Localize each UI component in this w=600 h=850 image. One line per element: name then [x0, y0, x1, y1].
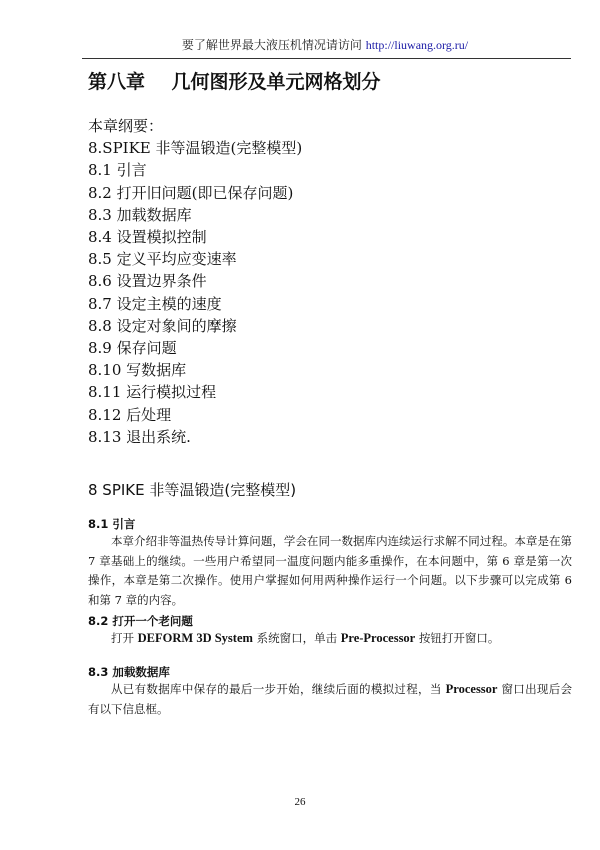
- outline-item: 8.7 设定主模的速度: [88, 294, 222, 313]
- header-rule: [82, 58, 571, 59]
- outline-item: 8.6 设置边界条件: [88, 272, 207, 291]
- header-url-link[interactable]: http://liuwang.org.ru/: [365, 38, 469, 52]
- outline-item: 8.2 打开旧问题(即已保存问题): [88, 183, 294, 202]
- subsection-paragraph: [88, 629, 572, 649]
- subsection-paragraph: 本章介绍非等温热传导计算问题，学会在同一数据库内连续运行求解不同过程。本章是在第 7 章基础上的继续。一些用户希望同一温度问题内能多重操作，在本问题中，第 6 章是第一次操作，本章是第二次操作。使用户掌握如何用两种操作运行一个问题。以下步骤可以完成第 6 和第 7 章的内容。: [88, 534, 572, 607]
- outline-item: 8.9 保存问题: [88, 339, 177, 358]
- section-title: 8 SPIKE 非等温锻造(完整模型): [88, 481, 297, 499]
- outline-item: 8.11 运行模拟过程: [88, 383, 217, 402]
- outline-item: 8.8 设定对象间的摩擦: [88, 316, 237, 335]
- outline-item: 8.13 退出系统.: [88, 427, 191, 446]
- subsection-paragraph: [88, 680, 572, 719]
- outline-item: 8.1 引言: [88, 161, 147, 180]
- outline-item: 8.4 设置模拟控制: [88, 228, 207, 247]
- para-bold-term: Processor: [445, 682, 498, 696]
- chapter-title: [88, 68, 381, 96]
- para-bold-term: DEFORM 3D System: [137, 631, 253, 645]
- para-text: 窗口出现后会有以下信息框。: [88, 682, 572, 716]
- subsection-heading: 8.1 引言: [88, 517, 136, 531]
- subsection-heading: 8.2 打开一个老问题: [88, 614, 193, 628]
- page-number: 26: [294, 796, 306, 808]
- chapter-name: 几何图形及单元网格划分: [171, 71, 381, 93]
- running-header: [80, 37, 570, 53]
- chapter-number: 第八章: [88, 71, 146, 93]
- outline-label: 本章纲要：: [88, 117, 164, 135]
- para-text: 系统窗口，单击: [252, 631, 341, 645]
- outline-item: 8.12 后处理: [88, 405, 172, 424]
- para-bold-term: Pre-Processor: [340, 631, 416, 645]
- outline-item: 8.SPIKE 非等温锻造(完整模型): [88, 139, 303, 158]
- chapter-outline: [88, 115, 302, 448]
- para-text: 从已有数据库中保存的最后一步开始，继续后面的模拟过程，当: [111, 682, 446, 696]
- para-text: 打开: [111, 631, 138, 645]
- outline-item: 8.5 定义平均应变速率: [88, 250, 237, 269]
- para-text: 按钮打开窗口。: [415, 631, 500, 645]
- header-text: 要了解世界最大液压机情况请访问: [181, 38, 362, 52]
- outline-item: 8.10 写数据库: [88, 361, 187, 380]
- outline-item: 8.3 加载数据库: [88, 205, 192, 224]
- subsection-heading: 8.3 加载数据库: [88, 665, 170, 679]
